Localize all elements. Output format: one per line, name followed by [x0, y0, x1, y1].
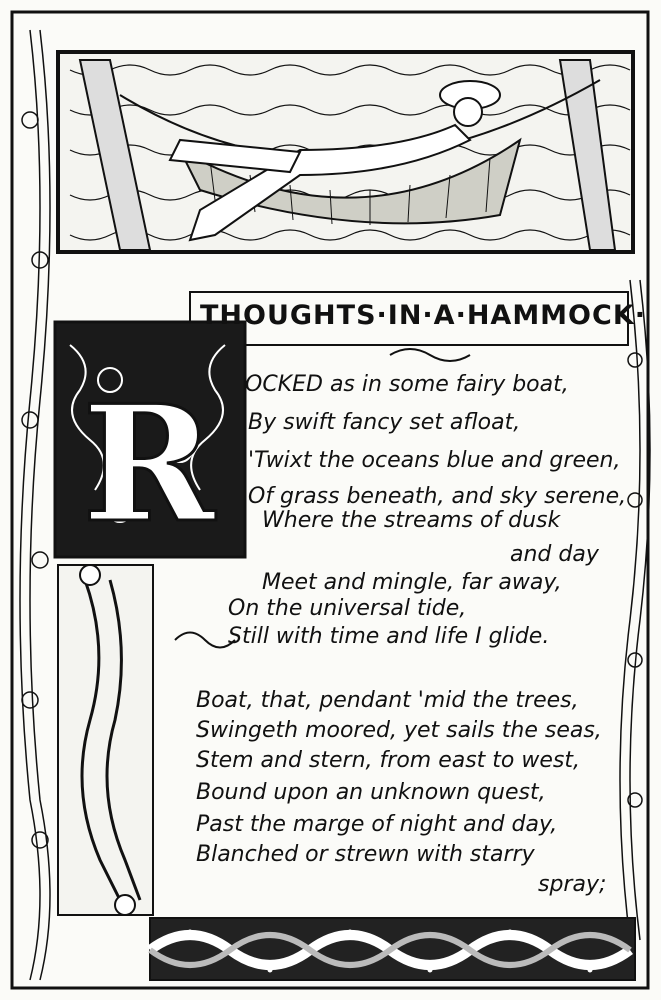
poem-line: 'Twixt the oceans blue and green, [248, 448, 621, 473]
poem-line: Swingeth moored, yet sails the seas, [196, 718, 602, 743]
poem-line: Where the streams of dusk [262, 508, 561, 533]
poem-line: Meet and mingle, far away, [262, 570, 562, 595]
poem-line: Blanched or strewn with starry [196, 842, 535, 867]
poem-line: Bound upon an unknown quest, [196, 780, 546, 805]
hammock-illustration [58, 52, 633, 252]
poem-line: Past the marge of night and day, [196, 812, 558, 837]
poem-line: and day [510, 542, 599, 567]
poem-line: Boat, that, pendant 'mid the trees, [196, 688, 579, 713]
drop-cap-letter: R [82, 370, 215, 558]
climbing-figures-illustration [58, 565, 153, 915]
poem-line: Still with time and life I glide. [228, 624, 550, 649]
poem-line: spray; [538, 872, 607, 897]
poem-line: On the universal tide, [228, 596, 467, 621]
drop-cap-ornament [55, 322, 245, 558]
left-vine-border [20, 30, 50, 980]
poem-title: THOUGHTS·IN·A·HAMMOCK· [200, 300, 646, 331]
poem-line: Stem and stern, from east to west, [196, 748, 580, 773]
poem-line: Of grass beneath, and sky serene, [248, 484, 627, 509]
poem-line: OCKED as in some fairy boat, [245, 372, 569, 397]
bottom-rope-border [150, 918, 635, 980]
right-vine-border [620, 280, 650, 940]
poem-line: By swift fancy set afloat, [248, 410, 521, 435]
